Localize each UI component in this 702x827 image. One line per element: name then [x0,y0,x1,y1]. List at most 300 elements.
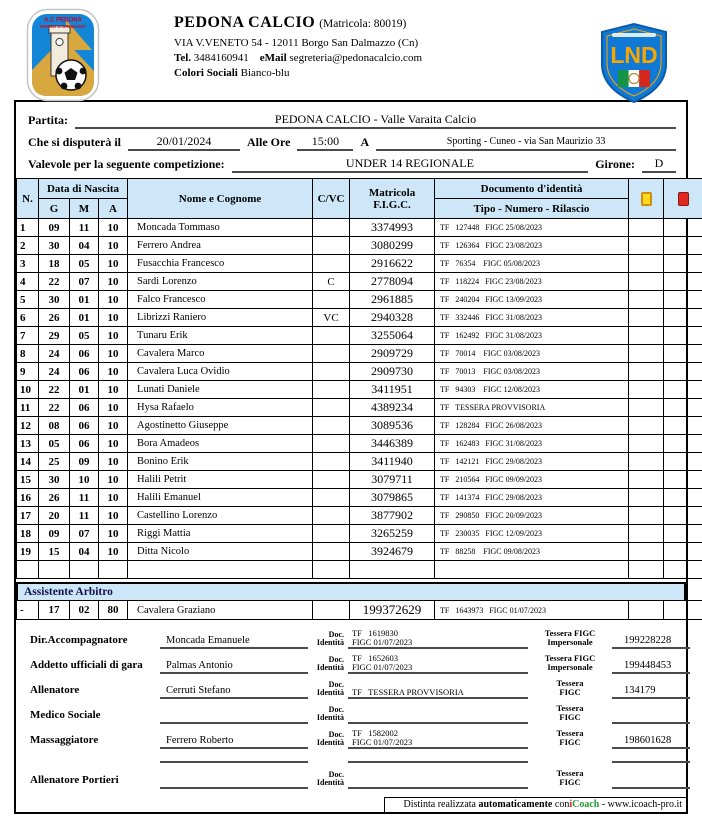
staff-role-label: Allenatore [30,684,80,696]
cell-mat: 4389234 [350,399,435,417]
staff-doc-field [348,713,528,724]
tessera-label: Tessera FIGC [556,678,584,697]
cell-n: 7 [17,327,39,345]
cell-rc [664,489,702,507]
cell-mat: 2909730 [350,363,435,381]
cell-doc: TF TESSERA PROVVISORIA [435,399,629,417]
cell-n: 15 [17,471,39,489]
cell-name: Riggi Mattia [128,525,313,543]
col-header-red [664,179,702,219]
partita-field: PEDONA CALCIO - Valle Varaita Calcio [75,112,676,129]
footer-text1: Distinta realizzata [403,799,476,810]
cell-g: 22 [39,381,70,399]
tessera-label [532,761,608,763]
badge-club-town: BORGO S. DALMAZZO [40,24,86,29]
staff-section [16,620,686,789]
player-row [17,525,702,543]
cell-name: Falco Francesco [128,291,313,309]
yellow-card-icon [641,192,652,206]
staff-role-label: Allenatore Portieri [30,774,119,786]
cell-name: Librizzi Raniero [128,309,313,327]
cell-rc [664,309,702,327]
cell-g: 30 [39,471,70,489]
cell-n: 16 [17,489,39,507]
cell-n: 19 [17,543,39,561]
cell-documento: TF 1643973 FIGC 01/07/2023 [435,601,629,620]
cell-g: 26 [39,309,70,327]
cell-g: 24 [39,363,70,381]
col-header-matricola [350,179,435,219]
cell-m: 01 [70,381,99,399]
cell-yc [629,489,664,507]
cell-cvc [313,543,350,561]
cell-name: Moncada Tommaso [128,219,313,237]
doc-identita-label: Doc. Identità [316,770,344,787]
cell-a: 10 [99,255,128,273]
col-header-doc-detail: Tipo - Numero - Rilascio [435,199,629,219]
cell-cvc [313,435,350,453]
staff-name-field [160,775,308,789]
cell-m: 11 [70,219,99,237]
doc-identita-label: Doc. Identità [316,680,344,697]
cell-yc [629,237,664,255]
cell-matricola: 199372629 [350,601,435,620]
cell-cvc [313,345,350,363]
lnd-logo [598,8,670,109]
cell-n: 10 [17,381,39,399]
cell-a: 10 [99,327,128,345]
player-row [17,543,702,561]
cell-m: 06 [70,363,99,381]
cell-cvc [313,291,350,309]
cell-mat: 2961885 [350,291,435,309]
cell-yc [629,435,664,453]
cell-yc [629,453,664,471]
cell-cvc: VC [313,309,350,327]
cell-g: 05 [39,435,70,453]
cell-cvc [313,561,350,579]
player-row [17,327,702,345]
staff-role-label: Massaggiatore [30,734,99,746]
cell-name: Cavalera Graziano [128,601,313,620]
cell-name: Tunaru Erik [128,327,313,345]
cell-g: 26 [39,489,70,507]
icoach-brand [569,799,599,810]
cell-mat [350,561,435,579]
staff-tessera-field [612,775,690,789]
cell-g: 24 [39,345,70,363]
brand-i: i [569,799,573,810]
cell-n: 11 [17,399,39,417]
cell-cvc [313,471,350,489]
cell-yc [629,543,664,561]
cell-rc [664,381,702,399]
cell-doc: TF 240204 FIGC 13/09/2023 [435,291,629,309]
club-colors [174,66,422,81]
tessera-label: Tessera FIGC Impersonale [544,628,596,647]
cell-m: 06 [70,399,99,417]
partita-row [28,107,676,129]
cell-a: 10 [99,309,128,327]
player-row [17,435,702,453]
cell-name [128,561,313,579]
cell-a: 10 [99,453,128,471]
cell-mat: 3255064 [350,327,435,345]
cell-yc [629,507,664,525]
cell-n [17,561,39,579]
doc-identita-label: Doc. Identità [316,705,344,722]
cell-a: 10 [99,345,128,363]
footer-text3: - www.icoach-pro.it [601,799,682,810]
cell-doc: TF 88258 FIGC 09/08/2023 [435,543,629,561]
player-row [17,561,702,579]
cell-rc [664,507,702,525]
cell-name: Ferrero Andrea [128,237,313,255]
footer-bold: automaticamente [478,799,553,810]
cell-a: 10 [99,471,128,489]
cell-n: 13 [17,435,39,453]
cell-rc [664,561,702,579]
cell-a: 10 [99,219,128,237]
club-logo [26,8,102,107]
cell-g: 18 [39,255,70,273]
brand-rest: Coach [572,799,600,810]
cell-doc: TF 70014 FIGC 03/08/2023 [435,345,629,363]
cell-g: 30 [39,291,70,309]
cell-rc [664,219,702,237]
club-contacts [174,51,422,66]
cell-doc: TF 70013 FIGC 03/08/2023 [435,363,629,381]
player-row [17,399,702,417]
cell-cvc [313,453,350,471]
cell-yc [629,399,664,417]
club-title [174,14,422,32]
matricola-header-line1: Matricola [368,186,416,199]
cell-red [664,601,702,620]
assistant-title: Assistente Arbitro [24,586,113,598]
cell-m: 06 [70,345,99,363]
cell-g: 20 [39,507,70,525]
girone-field: D [642,156,676,173]
cell-name: Ditta Nicolo [128,543,313,561]
cell-cvc [313,327,350,345]
cell-rc [664,363,702,381]
cell-a: 10 [99,399,128,417]
cell-g [39,561,70,579]
cell-cvc [313,363,350,381]
cell-name: Bonino Erik [128,453,313,471]
staff-tessera-field: 198601628 [612,734,690,749]
cell-cvc [313,237,350,255]
tessera-label: Tessera FIGC [556,768,584,787]
col-header-year: A [99,199,128,219]
cell-doc: TF 290850 FIGC 20/09/2023 [435,507,629,525]
time-label: Alle Ore [247,135,291,149]
at-label: A [360,135,370,149]
cell-n: 3 [17,255,39,273]
cell-doc: TF 162492 FIGC 31/08/2023 [435,327,629,345]
cell-rc [664,237,702,255]
players-table [16,178,702,579]
cell-n: 17 [17,507,39,525]
cell-m: 05 [70,255,99,273]
cell-m: 06 [70,435,99,453]
header [0,0,702,100]
cell-cvc [313,255,350,273]
colors-label: Colori Sociali [174,67,238,79]
staff-role-label: Medico Sociale [30,709,101,721]
staff-row [24,624,678,649]
cell-name: Cavalera Luca Ovidio [128,363,313,381]
player-row [17,273,702,291]
cell-a: 10 [99,381,128,399]
footer-credit [384,797,686,812]
cell-n: - [17,601,39,620]
cell-doc: TF 94303 FIGC 12/08/2023 [435,381,629,399]
doc-identita-label: Doc. Identità [316,630,344,647]
cell-rc [664,273,702,291]
cell-doc: TF 76354 FIGC 05/08/2023 [435,255,629,273]
cell-m: 05 [70,327,99,345]
cell-n: 12 [17,417,39,435]
cell-rc [664,471,702,489]
club-address: VIA V.VENETO 54 - 12011 Borgo San Dalmazzo (Cn) [174,37,419,49]
cell-m: 06 [70,417,99,435]
cell-a: 10 [99,435,128,453]
player-row [17,255,702,273]
col-header-name: Nome e Cognome [128,179,313,219]
cell-mat: 3079711 [350,471,435,489]
cell-name: Hysa Rafaelo [128,399,313,417]
cell-doc: TF 162483 FIGC 31/08/2023 [435,435,629,453]
cell-a: 10 [99,525,128,543]
player-row [17,237,702,255]
cell-doc [435,561,629,579]
doc-identita-label: Doc. Identità [316,655,344,672]
doc-identita-label: Doc. Identità [316,730,344,747]
cell-name: Cavalera Marco [128,345,313,363]
players-body [17,219,702,579]
cell-g: 09 [39,219,70,237]
match-sheet [14,100,688,814]
cell-yc [629,525,664,543]
cell-m: 07 [70,525,99,543]
assistant-table [16,600,702,620]
staff-name-field [160,749,308,763]
cell-rc [664,525,702,543]
assistant-band [16,582,686,600]
staff-name-field: Moncada Emanuele [160,634,308,649]
cell-yc [629,219,664,237]
col-header-birth: Data di Nascita [39,179,128,199]
cell-rc [664,345,702,363]
cell-m: 09 [70,453,99,471]
competition-label: Valevole per la seguente competizione: [28,157,225,171]
cell-doc: TF 332446 FIGC 31/08/2023 [435,309,629,327]
staff-doc-field: TF 1582002 FIGC 01/07/2023 [348,729,528,749]
time-field: 15:00 [297,134,353,151]
cell-rc [664,543,702,561]
lnd-shield-icon [598,22,670,104]
cell-g: 15 [39,543,70,561]
cell-a: 10 [99,489,128,507]
cell-a: 10 [99,417,128,435]
cell-yc [629,291,664,309]
cell-name: Fusacchia Francesco [128,255,313,273]
staff-row [24,649,678,674]
email-value: segreteria@pedonacalcio.com [289,52,422,64]
col-header-yellow [629,179,664,219]
cell-mat: 3411951 [350,381,435,399]
player-row [17,417,702,435]
staff-tessera-field [612,710,690,724]
date-row [28,129,676,151]
cell-cvc [313,489,350,507]
cell-doc: TF 230035 FIGC 12/09/2023 [435,525,629,543]
cell-g: 08 [39,417,70,435]
colors-value: Bianco-blu [240,67,290,79]
cell-doc: TF 142121 FIGC 29/08/2023 [435,453,629,471]
cell-mat: 3877902 [350,507,435,525]
staff-role-label: Dir.Accompagnatore [30,634,128,646]
cell-mat: 3079865 [350,489,435,507]
email-label: eMail [259,52,287,64]
cell-n: 2 [17,237,39,255]
cell-mat: 2916622 [350,255,435,273]
tessera-label: Tessera FIGC Impersonale [544,653,596,672]
col-header-documento: Documento d'identità [435,179,629,199]
cell-g: 22 [39,399,70,417]
cell-cvc [313,417,350,435]
player-row [17,489,702,507]
cell-rc [664,399,702,417]
cell-g: 30 [39,237,70,255]
cell-m [70,561,99,579]
staff-row [24,724,678,749]
staff-name-field: Ferrero Roberto [160,734,308,749]
club-matricola: (Matricola: 80019) [319,18,407,30]
red-card-icon [678,192,689,206]
cell-birth-month: 02 [70,601,99,620]
staff-tessera-field: 134179 [612,684,690,699]
cell-yc [629,471,664,489]
tel-value: 3484160941 [193,52,249,64]
cell-mat: 3089536 [350,417,435,435]
cell-cvc [313,381,350,399]
cell-name: Agostinetto Giuseppe [128,417,313,435]
doc-identita-label [312,761,344,763]
cell-cvc: C [313,273,350,291]
staff-doc-field [348,778,528,789]
cell-cvc [313,507,350,525]
tessera-label: Tessera FIGC [556,728,584,747]
cell-a: 10 [99,273,128,291]
cell-n: 18 [17,525,39,543]
cell-n: 1 [17,219,39,237]
date-field: 20/01/2024 [128,134,240,151]
player-row [17,507,702,525]
cell-g: 25 [39,453,70,471]
staff-doc-field [348,752,528,763]
staff-name-field: Cerruti Stefano [160,684,308,699]
cell-m: 10 [70,471,99,489]
competition-row [28,151,676,173]
matricola-header-line2: F.I.G.C. [373,198,411,211]
cell-m: 04 [70,543,99,561]
cell-a: 10 [99,237,128,255]
cell-rc [664,453,702,471]
cell-cvc [313,399,350,417]
cell-cvc [313,219,350,237]
staff-row [24,762,678,789]
cell-yc [629,327,664,345]
cell-name: Halili Petrit [128,471,313,489]
cell-doc: TF 118224 FIGC 23/08/2023 [435,273,629,291]
cell-name: Halili Emanuel [128,489,313,507]
club-info [174,8,422,81]
assistant-section [16,582,686,620]
cell-yc [629,561,664,579]
player-row [17,345,702,363]
cell-mat: 2940328 [350,309,435,327]
cell-m: 04 [70,237,99,255]
player-row [17,453,702,471]
player-row [17,471,702,489]
staff-role-label: Addetto ufficiali di gara [30,659,143,671]
club-badge-icon [26,8,100,102]
cell-name: Bora Amadeos [128,435,313,453]
cell-rc [664,255,702,273]
cell-mat: 3265259 [350,525,435,543]
player-row [17,309,702,327]
cell-n: 8 [17,345,39,363]
player-row [17,381,702,399]
cell-n: 14 [17,453,39,471]
cell-doc: TF 210564 FIGC 09/09/2023 [435,471,629,489]
match-info [16,102,686,176]
cell-m: 11 [70,507,99,525]
venue-field: Sporting - Cuneo - via San Maurizio 33 [376,134,676,151]
staff-row [24,674,678,699]
player-row [17,363,702,381]
date-label: Che si disputerà il [28,135,122,149]
lnd-label: LND [610,42,658,68]
staff-name-field: Palmas Antonio [160,659,308,674]
player-row [17,291,702,309]
footer-text2: con [554,799,570,810]
staff-doc-field: TF TESSERA PROVVISORIA [348,688,528,699]
cell-a: 10 [99,363,128,381]
cell-n: 4 [17,273,39,291]
competition-field: UNDER 14 REGIONALE [232,156,589,173]
cell-a: 10 [99,543,128,561]
cell-n: 9 [17,363,39,381]
cell-a [99,561,128,579]
girone-label: Girone: [595,157,635,171]
cell-mat: 2909729 [350,345,435,363]
cell-n: 5 [17,291,39,309]
badge-club-name: A.C PEDONA [44,17,82,24]
col-header-month: M [70,199,99,219]
staff-role-label [24,760,156,763]
cell-mat: 3446389 [350,435,435,453]
cell-mat: 3411940 [350,453,435,471]
cell-m: 11 [70,489,99,507]
cell-yc [629,345,664,363]
cell-yc [629,381,664,399]
cell-birth-day: 17 [39,601,70,620]
staff-blank-row [24,749,678,762]
